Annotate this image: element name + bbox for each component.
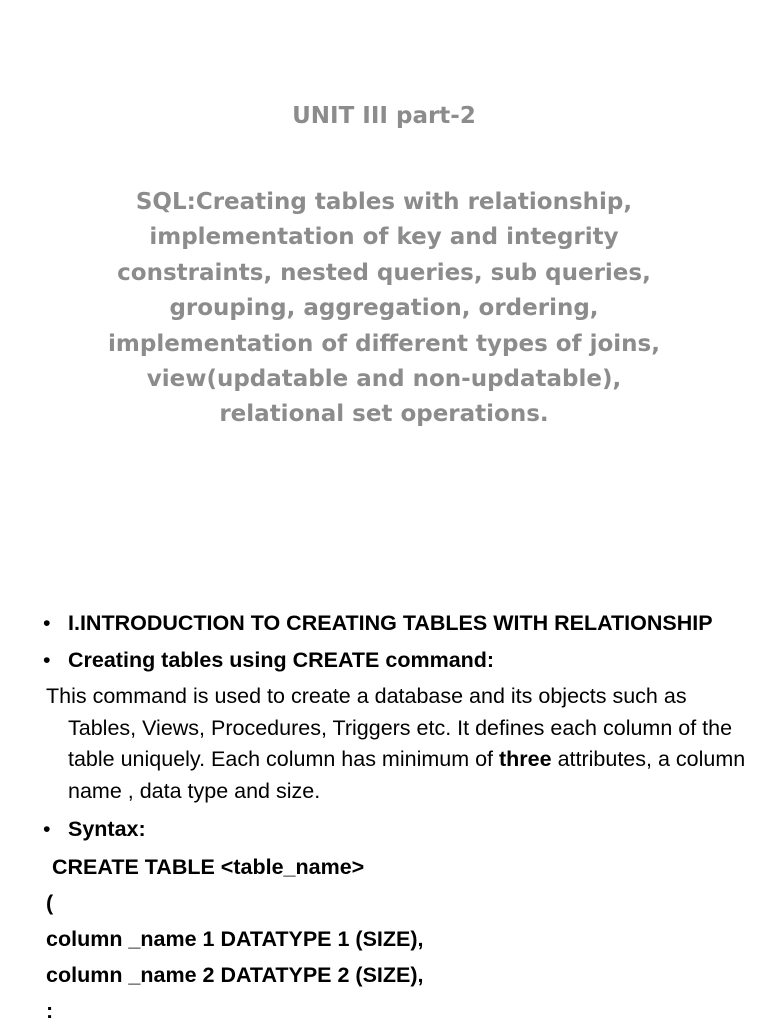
description-text-end: attributes, a column name , data type and size. (68, 747, 746, 803)
description-paragraph (46, 681, 746, 807)
bullet-syntax-text: Syntax: (68, 817, 146, 841)
code-line-open-paren: ( (46, 891, 54, 915)
bullet-create-command-text: Creating tables using CREATE command: (68, 648, 495, 672)
bullet-create-command (43, 643, 746, 680)
code-line-column-2: column _name 2 DATATYPE 2 (SIZE), (46, 963, 424, 987)
description-bold-word: three (499, 747, 552, 771)
slide-content (43, 606, 746, 1029)
code-line-column-1: column _name 1 DATATYPE 1 (SIZE), (46, 927, 424, 951)
bullet-dot-icon: • (43, 648, 51, 672)
slide-title: UNIT III part-2 (292, 103, 476, 129)
code-line-continuation: : (46, 999, 54, 1023)
code-line-create-table: CREATE TABLE <table_name> (52, 855, 365, 879)
bullet-dot-icon: • (43, 611, 51, 635)
bullet-introduction-text: I.INTRODUCTION TO CREATING TABLES WITH RELATIONSHIP (68, 611, 713, 635)
bullet-dot-icon: • (43, 817, 51, 841)
slide-subtitle: SQL:Creating tables with relationship, implementation of key and integrity constraints, nested queries, sub queries, grouping, aggregation, ordering, implementation of different types of joins, view(updatable and non-updatable), relational set operations. (108, 189, 660, 428)
bullet-introduction (43, 606, 746, 643)
bullet-syntax (43, 812, 746, 849)
description-text-start: This command is used to create a database and its objects such as Tables, Views, Procedures, Triggers etc. It defines each column of the table uniquely. Each column has minimum of (46, 684, 733, 771)
